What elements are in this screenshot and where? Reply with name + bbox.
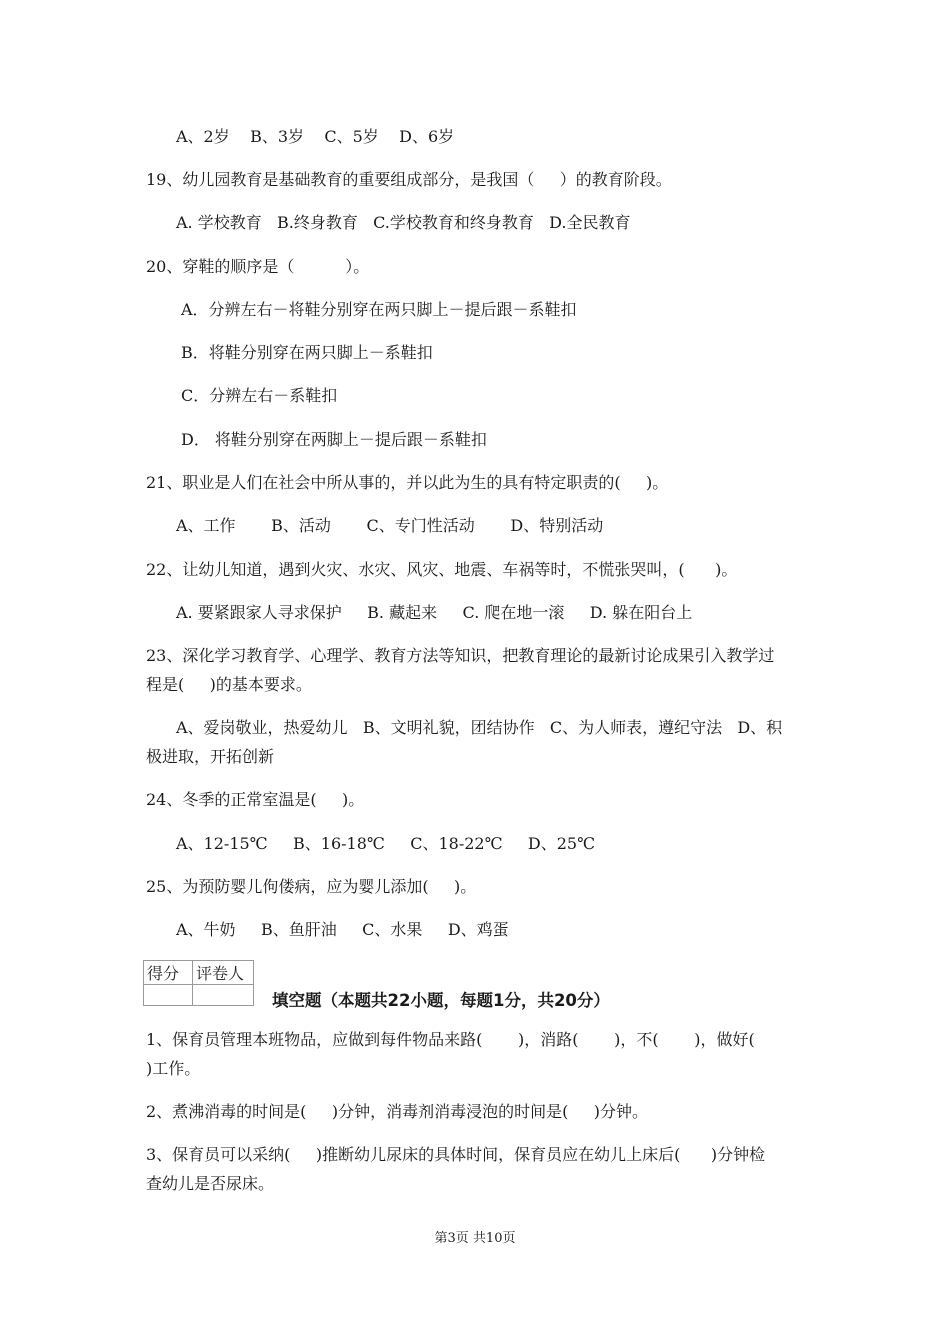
score-cell (144, 985, 193, 1006)
q18-options: A、2岁 B、3岁 C、5岁 D、6岁 (176, 127, 455, 146)
q19-options: A. 学校教育 B.终身教育 C.学校教育和终身教育 D.全民教育 (176, 213, 631, 232)
score-label: 得分 (144, 961, 193, 985)
fill-q1-line2: )工作。 (146, 1059, 201, 1078)
fill-q3-line1: 3、保育员可以采纳( )推断幼儿尿床的具体时间，保育员应在幼儿上床后( )分钟检 (146, 1145, 766, 1164)
q19-stem: 19、幼儿园教育是基础教育的重要组成部分，是我国（ ）的教育阶段。 (146, 170, 672, 189)
fill-q1-line1: 1、保育员管理本班物品，应做到每件物品来路( )，消路( )，不( )，做好( (146, 1030, 755, 1049)
q23-options-line2: 极进取，开拓创新 (146, 747, 275, 766)
section-title: 填空题（本题共22小题，每题1分，共20分） (272, 991, 610, 1010)
q20-option-d: D． 将鞋分别穿在两脚上－提后跟－系鞋扣 (181, 430, 487, 449)
q25-options: A、牛奶 B、鱼肝油 C、水果 D、鸡蛋 (176, 920, 509, 939)
q20-option-c: C．分辨左右－系鞋扣 (181, 386, 338, 405)
fill-q2: 2、煮沸消毒的时间是( )分钟，消毒剂消毒浸泡的时间是( )分钟。 (146, 1102, 649, 1121)
q20-option-b: B．将鞋分别穿在两只脚上－系鞋扣 (181, 343, 433, 362)
q22-options: A. 要紧跟家人寻求保护 B. 藏起来 C. 爬在地一滚 D. 躲在阳台上 (176, 603, 693, 622)
q24-stem: 24、冬季的正常室温是( )。 (146, 790, 365, 809)
q23-options-line1: A、爱岗敬业，热爱幼儿 B、文明礼貌，团结协作 C、为人师表，遵纪守法 D、积 (176, 718, 783, 737)
q23-stem-line2: 程是( )的基本要求。 (146, 675, 312, 694)
q24-options: A、12-15℃ B、16-18℃ C、18-22℃ D、25℃ (176, 834, 596, 853)
grader-label: 评卷人 (193, 961, 254, 985)
fill-q3-line2: 查幼儿是否尿床。 (146, 1174, 275, 1193)
page-footer: 第3页 共10页 (434, 1231, 516, 1246)
grader-cell (193, 985, 254, 1006)
q21-options: A、工作 B、活动 C、专门性活动 D、特别活动 (176, 516, 604, 535)
score-box (143, 960, 254, 1006)
q22-stem: 22、让幼儿知道，遇到火灾、水灾、风灾、地震、车祸等时，不慌张哭叫，( )。 (146, 560, 738, 579)
q20-stem: 20、穿鞋的顺序是（ ）。 (146, 257, 370, 276)
q21-stem: 21、职业是人们在社会中所从事的，并以此为生的具有特定职责的( )。 (146, 473, 669, 492)
q23-stem-line1: 23、深化学习教育学、心理学、教育方法等知识，把教育理论的最新讨论成果引入教学过 (146, 646, 775, 665)
q20-option-a: A．分辨左右－将鞋分别穿在两只脚上－提后跟－系鞋扣 (181, 300, 577, 319)
q25-stem: 25、为预防婴儿佝偻病，应为婴儿添加( )。 (146, 877, 477, 896)
